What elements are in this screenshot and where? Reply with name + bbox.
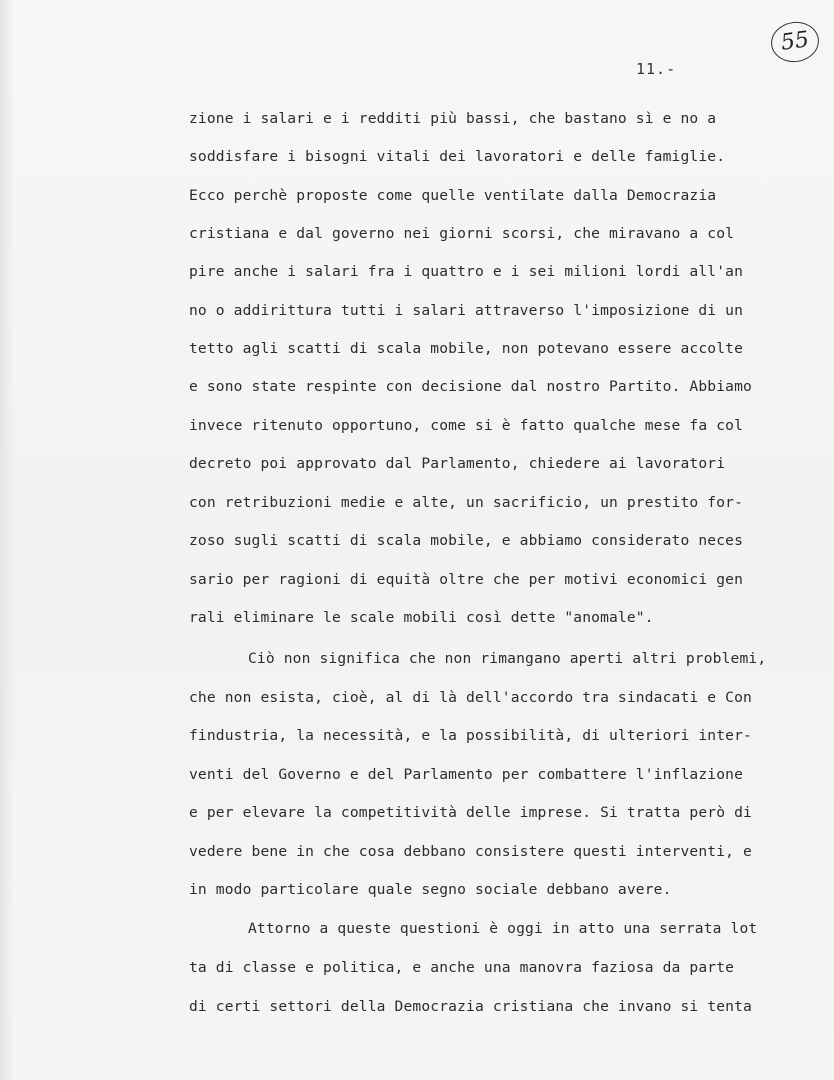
text-line-13: sario per ragioni di equità oltre che per motivi economici gen: [189, 571, 744, 588]
text-line-10: decreto poi approvato dal Parlamento, chiedere ai lavoratori: [189, 455, 726, 472]
text-line-2: soddisfare i bisogni vitali dei lavoratori e delle famiglie.: [189, 148, 726, 165]
text-line-4: cristiana e dal governo nei giorni scorsi, che miravano a col: [189, 225, 735, 242]
text-line-21: in modo particolare quale segno sociale debbano avere.: [189, 881, 672, 898]
text-line-24: di certi settori della Democrazia cristiana che invano si tenta: [189, 998, 752, 1015]
text-line-14: rali eliminare le scale mobili così dette "anomale".: [189, 609, 654, 626]
text-line-16: che non esista, cioè, al di là dell'accordo tra sindacati e Con: [189, 689, 752, 706]
text-line-7: tetto agli scatti di scala mobile, non potevano essere accolte: [189, 340, 744, 357]
text-line-20: vedere bene in che cosa debbano consistere questi interventi, e: [189, 843, 752, 860]
text-line-5: pire anche i salari fra i quattro e i sei milioni lordi all'an: [189, 263, 744, 280]
text-line-11: con retribuzioni medie e alte, un sacrificio, un prestito for-: [189, 494, 744, 511]
page-edge-shadow: [0, 0, 14, 1080]
text-line-17: findustria, la necessità, e la possibilità, di ulteriori inter-: [189, 727, 752, 744]
text-line-23: ta di classe e politica, e anche una manovra faziosa da parte: [189, 959, 735, 976]
text-line-15: Ciò non significa che non rimangano aperti altri problemi,: [248, 650, 767, 667]
text-line-1: zione i salari e i redditi più bassi, che bastano sì e no a: [189, 110, 717, 127]
text-line-8: e sono state respinte con decisione dal nostro Partito. Abbiamo: [189, 378, 752, 395]
text-line-3: Ecco perchè proposte come quelle ventilate dalla Democrazia: [189, 187, 717, 204]
text-line-18: venti del Governo e del Parlamento per combattere l'inflazione: [189, 766, 744, 783]
text-line-9: invece ritenuto opportuno, come si è fatto qualche mese fa col: [189, 417, 744, 434]
text-line-19: e per elevare la competitività delle imprese. Si tratta però di: [189, 804, 752, 821]
page-stamp-circled-number: 55: [768, 19, 821, 65]
text-line-12: zoso sugli scatti di scala mobile, e abbiamo considerato neces: [189, 532, 744, 549]
text-line-6: no o addirittura tutti i salari attraverso l'imposizione di un: [189, 302, 744, 319]
text-line-22: Attorno a queste questioni è oggi in atto una serrata lot: [248, 920, 758, 937]
page-number: 11.-: [636, 60, 677, 78]
